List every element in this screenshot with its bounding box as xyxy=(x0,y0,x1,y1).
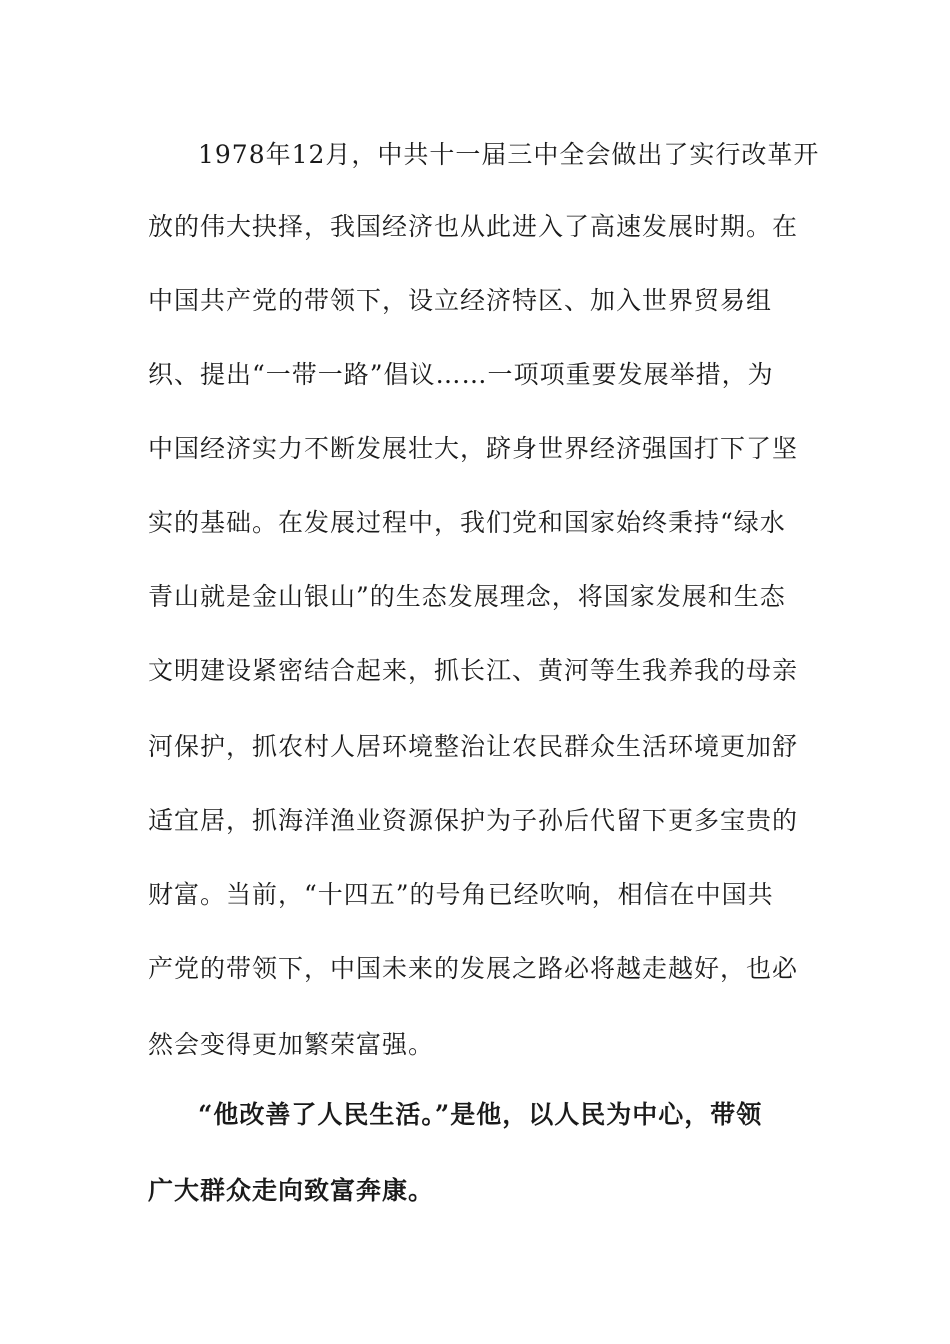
paragraph-line: 放的伟大抉择，我国经济也从此进入了高速发展时期。在 xyxy=(148,212,799,241)
paragraph-line: 1978年12月，中共十一届三中全会做出了实行改革开 xyxy=(198,140,820,169)
bold-paragraph-line: 广大群众走向致富奔康。 xyxy=(148,1176,435,1205)
bold-paragraph-line: “他改善了人民生活。”是他，以人民为中心，带领 xyxy=(198,1100,763,1129)
paragraph-line: 产党的带领下，中国未来的发展之路必将越走越好，也必 xyxy=(148,954,799,983)
paragraph-line: 青山就是金山银山”的生态发展理念，将国家发展和生态 xyxy=(148,582,786,611)
paragraph-line: 文明建设紧密结合起来，抓长江、黄河等生我养我的母亲 xyxy=(148,656,799,685)
paragraph-line: 适宜居，抓海洋渔业资源保护为子孙后代留下更多宝贵的 xyxy=(148,806,799,835)
paragraph-line: 中国经济实力不断发展壮大，跻身世界经济强国打下了坚 xyxy=(148,434,799,463)
paragraph-line: 实的基础。在发展过程中，我们党和国家始终秉持“绿水 xyxy=(148,508,786,537)
paragraph-line: 中国共产党的带领下，设立经济特区、加入世界贸易组 xyxy=(148,286,773,315)
paragraph-line: 织、提出“一带一路”倡议……一项项重要发展举措，为 xyxy=(148,360,774,389)
paragraph-line: 财富。当前，“十四五”的号角已经吹响，相信在中国共 xyxy=(148,880,774,909)
paragraph-line: 然会变得更加繁荣富强。 xyxy=(148,1030,435,1059)
paragraph-line: 河保护，抓农村人居环境整治让农民群众生活环境更加舒 xyxy=(148,732,799,761)
